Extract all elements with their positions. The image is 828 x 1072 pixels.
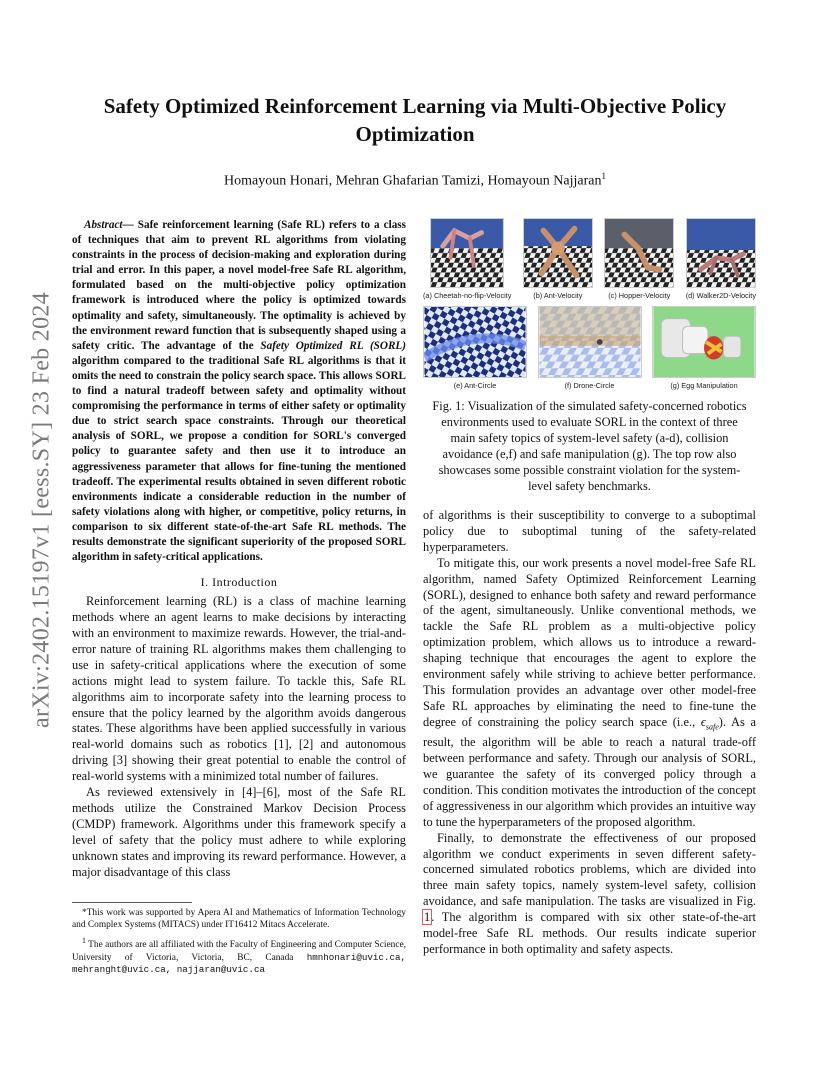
abstract-emphasis: Safety Optimized RL (SORL) [260,339,406,352]
paper-title: Safety Optimized Reinforcement Learning via Multi-Objective Policy Optimization [103,94,727,146]
footnote-funding: *This work was supported by Apera AI and Mathematics of Information Technology and Complex Systems (MITACS) under IT16412 Mitacs Accelerate. [72,908,406,930]
footnote-affiliation [72,935,406,978]
figure-panel-a [423,218,511,300]
author-emails[interactable]: hmnhonari@uvic.ca, mehranght@uvic.ca, najjaran@uvic.ca [72,951,406,976]
cheetah-render-image [430,218,504,288]
intro-p3-text-2: ). As a result, the algorithm will be able to reach a natural trade-off between performance and safety. Through our analysis of SORL, we guarantee the safety of its converged policy through a condition. This condition motivates the introduction of the concept of aggressiveness in our algorithm which provides an intuitive way to tune the hyperparameters of the proposed algorithm. [423,714,756,829]
panel-label-b: (b) Ant-Velocity [533,291,583,300]
arxiv-sidebar [22,200,62,820]
figure-reference-link[interactable]: 1 [424,910,431,925]
panel-label-a: (a) Cheetah-no-flip-Velocity [423,291,512,300]
abstract-text-1: Safe reinforcement learning (Safe RL) refers to a class of techniques that aim to prevent RL algorithms from violating constraints in the process of decision-making and exploration during trial and error. In this paper, a novel model-free Safe RL algorithm, formulated based on the multi-objective policy optimization framework is introduced where the policy is optimized towards optimality and safety, simultaneously. The optimality is achieved by the environment reward function that is subsequently shaped using a safety critic. The advantage of the [72,219,406,352]
footnote-rule [72,902,192,903]
intro-paragraph-2-continued: of algorithms is their susceptibility to converge to a suboptimal policy due to suboptimal tuning of the safety-related hyperparameters. [423,508,756,554]
author-list [82,171,748,190]
panel-label-e: (e) Ant-Circle [453,381,497,390]
panel-label-f: (f) Drone-Circle [564,381,615,390]
right-column [423,218,756,958]
figure-bottom-row [423,306,756,390]
footnote-affiliation-text: The authors are all affiliated with the Faculty of Engineering and Computer Science, University of Victoria, Victoria, BC, Canada [72,939,406,963]
intro-p4-text-2: . The algorithm is compared with six other state-of-the-art model-free Safe RL methods. Our results indicate superior performance in both optimality and safety aspects. [423,910,756,956]
figure-panel-g [652,306,756,390]
figure-1 [423,218,756,494]
panel-label-c: (c) Hopper-Velocity [608,291,671,300]
figure-top-row [423,218,756,300]
drone-circle-render-image [538,306,642,378]
abstract [72,218,406,565]
panel-label-g: (g) Egg Manipulation [670,381,738,390]
author-names: Homayoun Honari, Mehran Ghafarian Tamizi, Homayoun Najjaran [224,173,602,189]
walker-render-image [686,218,756,288]
ant-render-image [523,218,593,288]
abstract-dash: — [122,219,138,231]
figure-panel-c [604,218,674,300]
affiliation-mark: 1 [601,171,606,181]
footnotes [72,908,406,980]
epsilon-subscript: safe [705,722,719,732]
figure-panel-b [523,218,593,300]
epsilon-symbol: ϵ [700,714,706,729]
section-heading-introduction: I. Introduction [200,575,278,590]
panel-label-d: (d) Walker2D-Velocity [685,291,756,300]
intro-paragraph-2: As reviewed extensively in [4]–[6], most of the Safe RL methods utilize the Constrained Markov Decision Process (CMDP) framework. Algorithms under this framework specify a level of safety that the policy must adhere to while exploring unknown states and improving its reward performance. However, a major disadvantage of this class [72,785,406,879]
left-column [72,218,406,880]
figure-caption: Fig. 1: Visualization of the simulated safety-concerned robotics environments used to evaluate SORL in the context of three main safety topics of system-level safety (a-d), collision avoidance (e,f) and safe manipulation (g). The top row also showcases some possible constraint violation for the system-level safety benchmarks. [432,399,747,493]
figure-spacer [423,494,756,508]
figure-panel-e [423,306,527,390]
intro-paragraph-3 [423,556,756,831]
abstract-text-2: algorithm compared to the traditional Safe RL algorithms is that it omits the need to constrain the policy search space. This allows SORL to find a natural tradeoff between safety and optimality without compromising the performance in terms of either safety or optimality due to strict search space constraints. Through our theoretical analysis of SORL, we propose a condition for SORL's converged policy to guarantee safety and then use it to introduce an aggressiveness parameter that allows for fine-tuning the mentioned tradeoff. The experimental results obtained in seven different robotic environments indicate a considerable reduction in the number of safety violations along with higher, or competitive, policy returns, in comparison to six different state-of-the-art Safe RL methods. The results demonstrate the significant superiority of the proposed SORL algorithm in safety-critical applications. [72,354,406,564]
hopper-render-image [604,218,674,288]
intro-paragraph-4 [423,831,756,958]
egg-manipulation-render-image [652,306,756,378]
intro-p3-text-1: To mitigate this, our work presents a novel model-free Safe RL algorithm, named Safety Optimized Reinforcement Learning (SORL), designed to enhance both safety and reward performance of the agent, simultaneously. Unlike conventional methods, we tackle the Safe RL problem as a multi-objective policy optimization problem, which allows us to introduce a reward-shaping technique that encourages the agent to explore the environment safely while striving to achieve better performance. This formulation provides an advantage over other model-free Safe RL approaches by eliminating the need to fine-tune the degree of constraining the policy search space (i.e., [423,555,756,729]
intro-paragraph-1: Reinforcement learning (RL) is a class of machine learning methods where an agent learns to make decisions by interacting with an environment to maximize rewards. However, the trial-and-error nature of training RL algorithms makes them challenging to use in safety-critical applications where the execution of some actions might lead to system failure. To tackle this, Safe RL algorithms aim to incorporate safety into the learning process to ensure that the policy learned by the algorithm avoids dangerous states. These algorithms have been applied successfully in various real-world domains such as robotics [1], [2] and autonomous driving [3] showing their great potential to enable the control of real-world systems with a minimized total number of failures. [72,594,406,784]
intro-p4-text-1: Finally, to demonstrate the effectiveness of our proposed algorithm we conduct experiments in seven different safety-concerned simulated robotics problems, which are divided into three main safety topics, namely system-level safety, collision avoidance, and safe manipulation. The tasks are visualized in Fig. [423,830,756,909]
arxiv-identifier: arXiv:2402.15197v1 [eess.SY] 23 Feb 2024 [28,292,55,728]
figure-panel-d [686,218,756,300]
ant-circle-render-image [423,306,527,378]
abstract-label: Abstract [84,219,123,231]
figure-panel-f [538,306,642,390]
footnote-mark: 1 [82,935,86,945]
